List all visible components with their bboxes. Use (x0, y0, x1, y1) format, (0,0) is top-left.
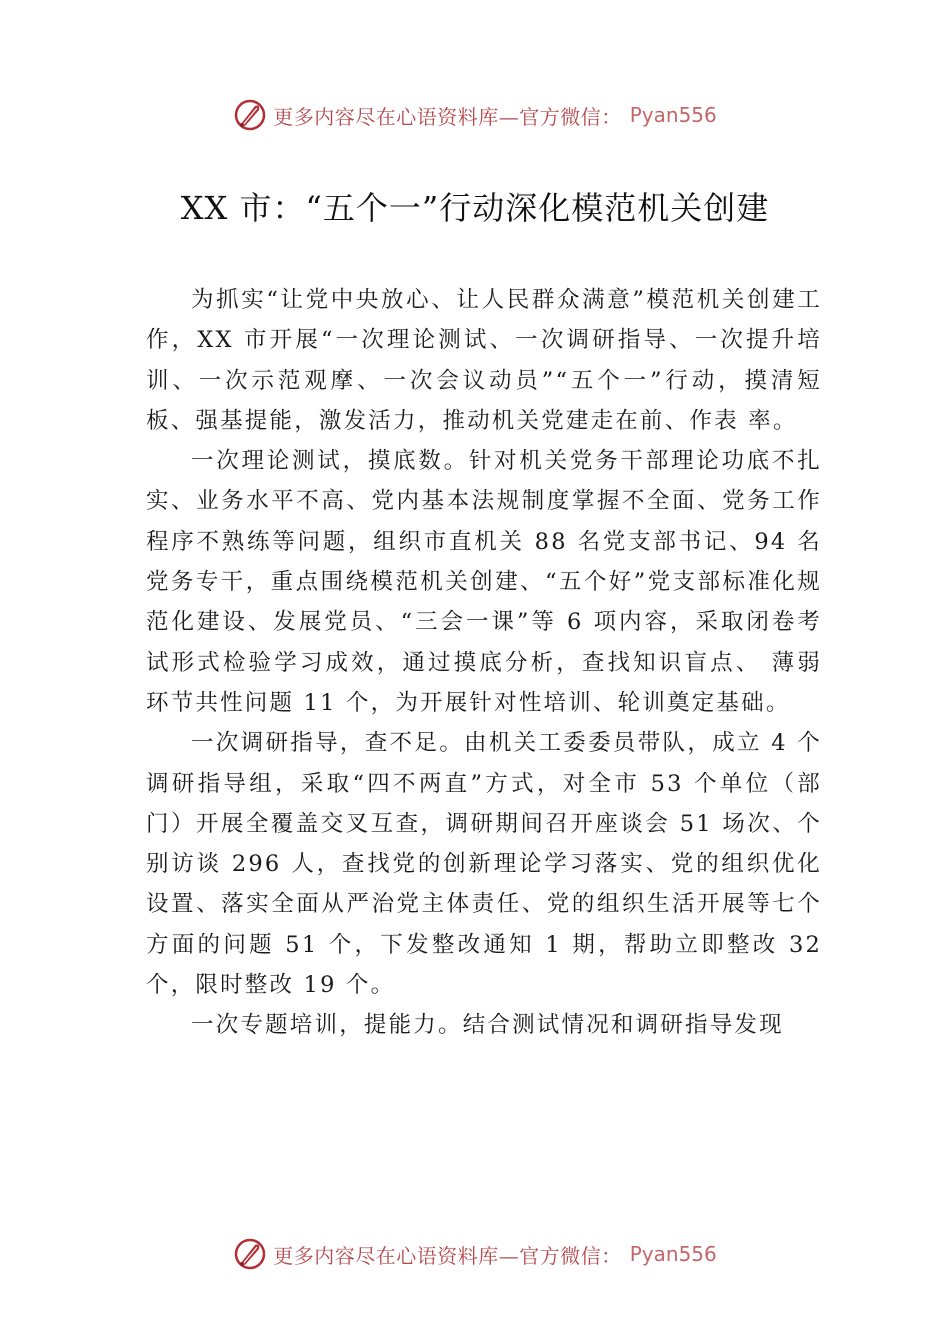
watermark-text: 更多内容尽在心语资料库—官方微信： (273, 1243, 622, 1268)
paragraph-intro: 为抓实“让党中央放心、让人民群众满意”模范机关创建工作，XX 市开展“一次理论测试、一次调研指导、一次提升培训、一次示范观摩、一次会议动员”“五个一”行动，摸清短板、强基提能，激发活力，推动机关党建走在前、作表 率。 (146, 287, 822, 434)
quill-pen-logo-icon (233, 1237, 267, 1271)
header-watermark (0, 95, 950, 135)
watermark-account: Pyan556 (629, 1242, 717, 1266)
document-body (146, 280, 822, 1046)
footer-watermark (0, 1234, 950, 1274)
quill-pen-logo-icon (233, 98, 267, 132)
document-title: XX 市：“五个一”行动深化模范机关创建 (180, 189, 770, 227)
paragraph-research-guidance: 一次调研指导，查不足。由机关工委委员带队，成立 4 个调研指导组，采取“四不两直”方式，对全市 53 个单位（部门）开展全覆盖交叉互查，调研期间召开座谈会 51 场次、个别访谈 296 人，查找党的创新理论学习落实、党的组织优化设置、落实全面从严治党主体责任、党的组织生活开展等七个方面的问题 51 个，下发整改通知 1 期，帮助立即整改 32 个，限时整改 19 个。 (146, 730, 822, 999)
paragraph-theory-test: 一次理论测试，摸底数。针对机关党务干部理论功底不扎实、业务水平不高、党内基本法规制度掌握不全面、党务工作程序不熟练等问题，组织市直机关 88 名党支部书记、94 名党务专干，重点围绕模范机关创建、“五个好”党支部标准化规范化建设、发展党员、“三会一课”等 6 项内容，采取闭卷考试形式检验学习成效，通过摸底分析，查找知识盲点、 薄弱环节共性问题 11 个，为开展针对性培训、轮训奠定基础。 (146, 448, 822, 716)
watermark-text: 更多内容尽在心语资料库—官方微信： (273, 104, 622, 129)
paragraph-special-training: 一次专题培训，提能力。结合测试情况和调研指导发现 (191, 1012, 784, 1039)
watermark-account: Pyan556 (629, 103, 717, 127)
